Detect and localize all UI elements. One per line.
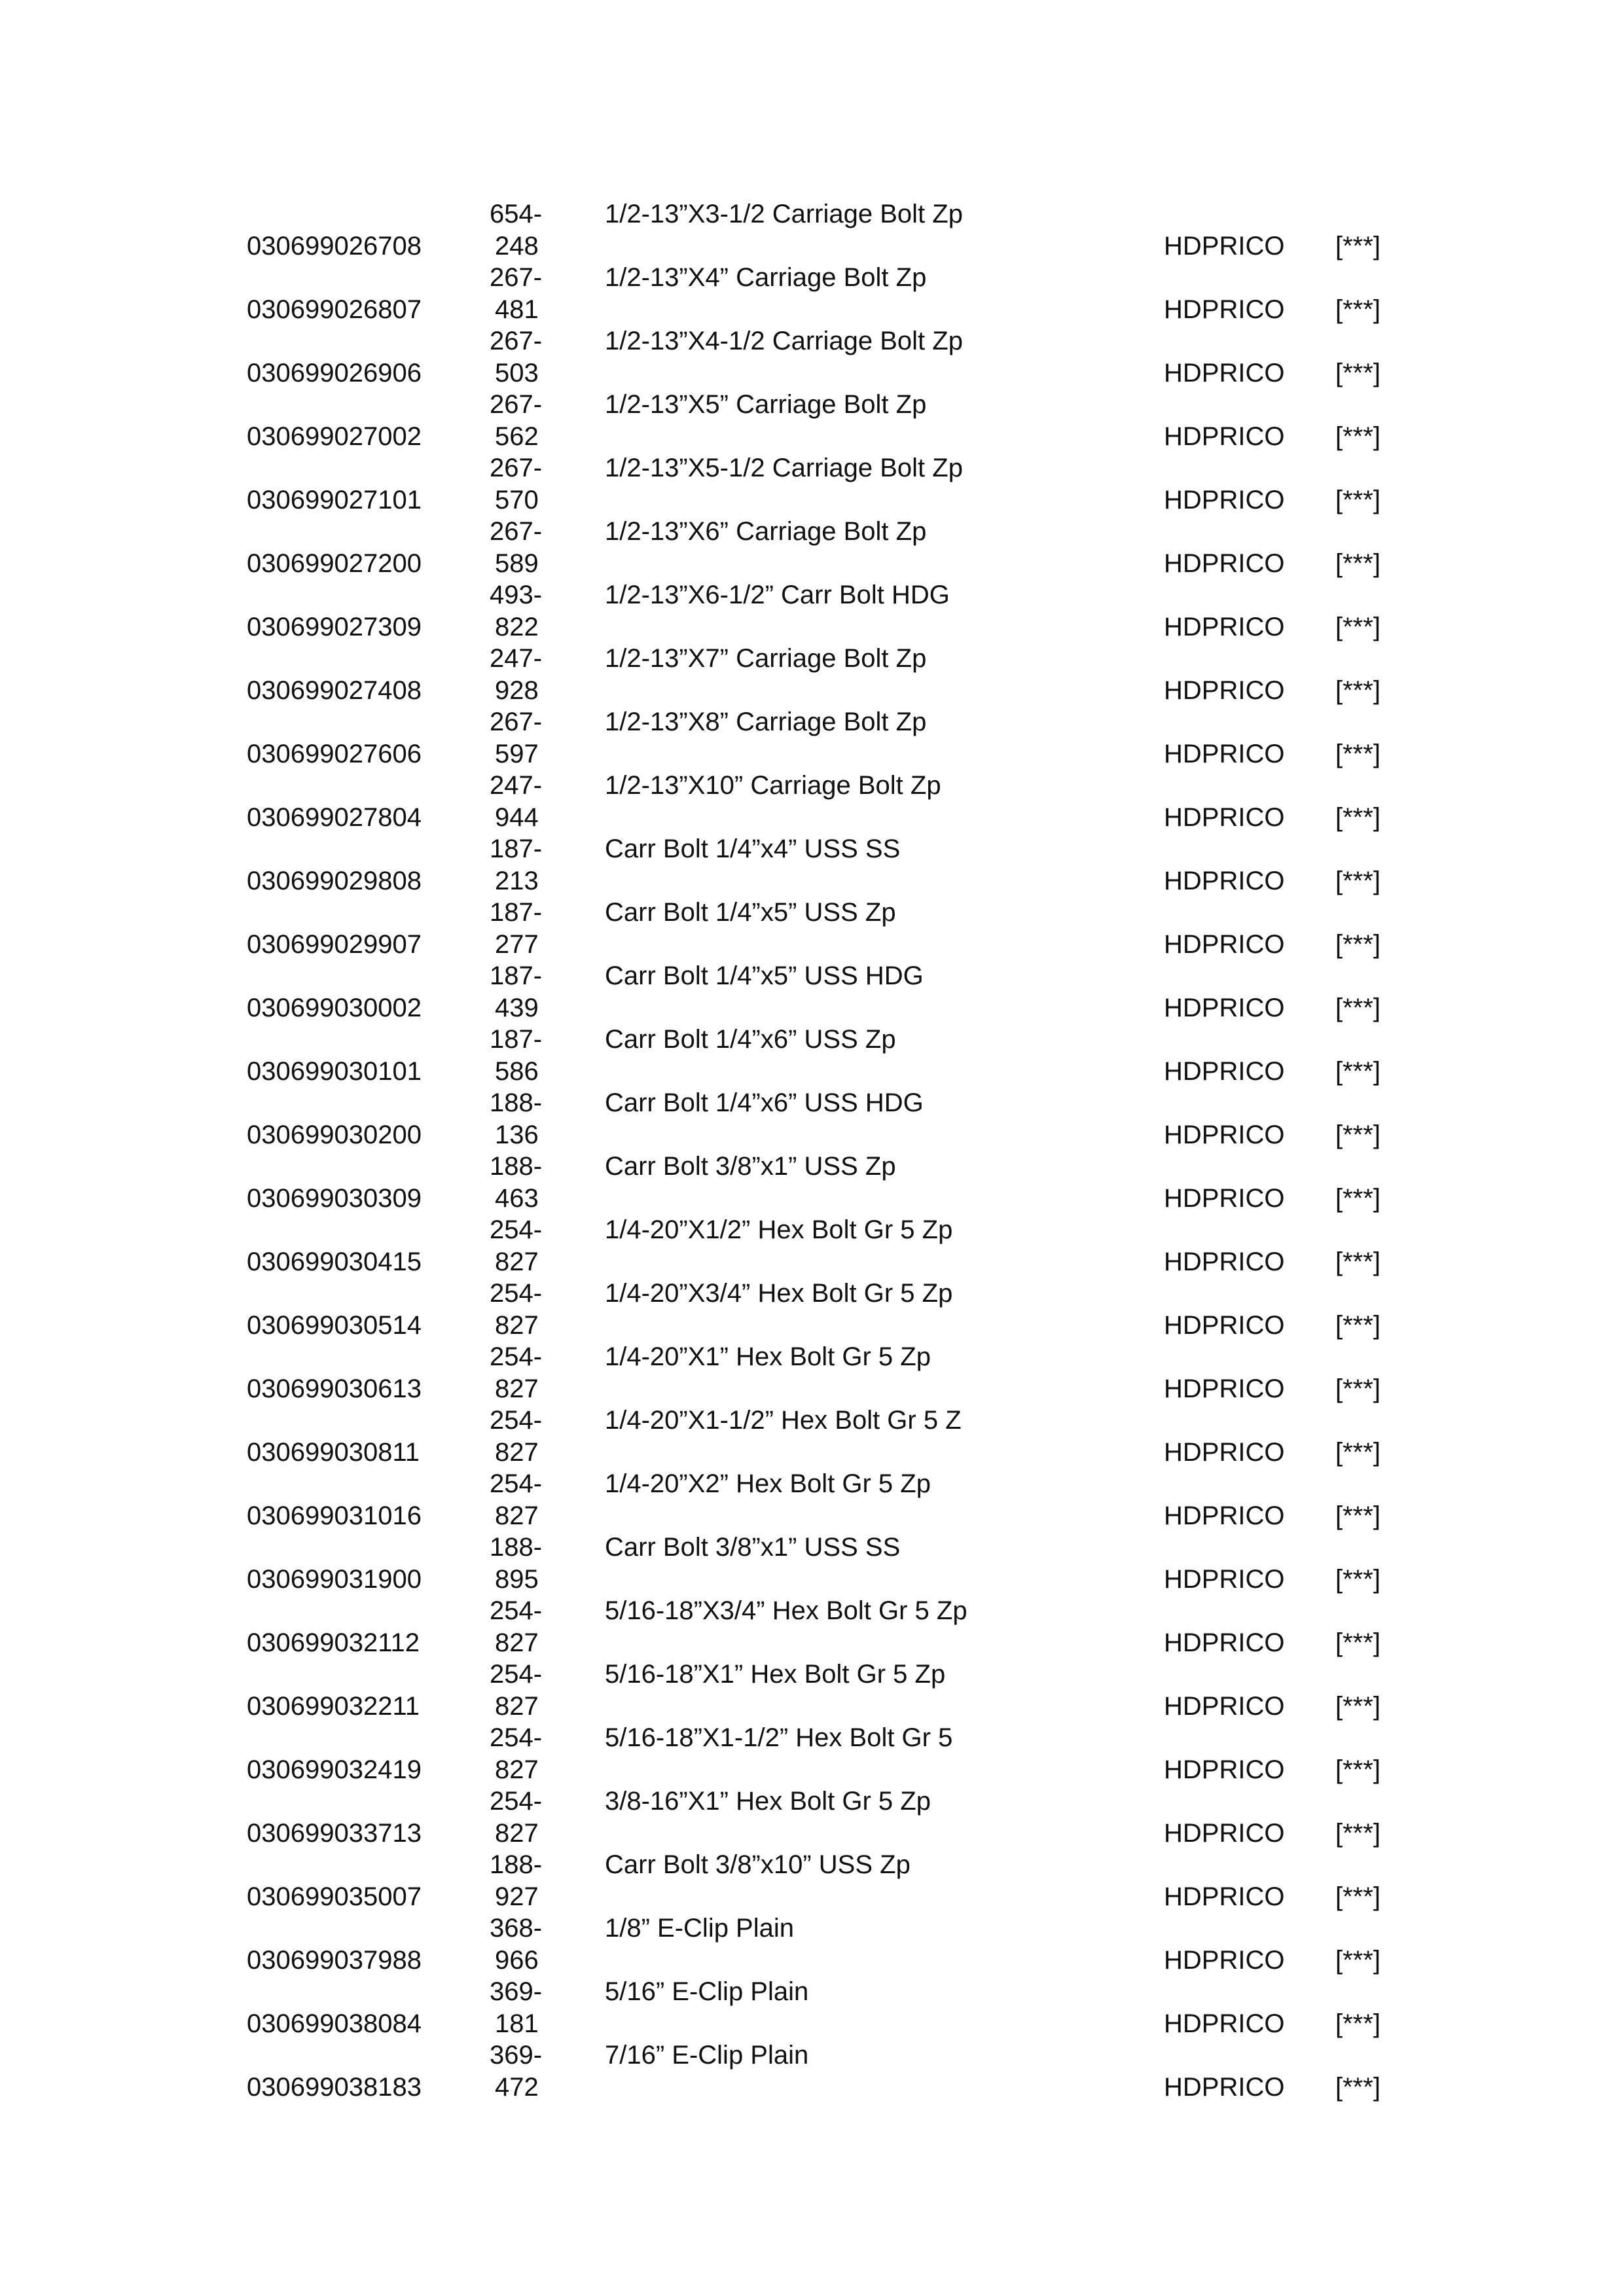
price-cell: [***] [1335, 549, 1380, 578]
sku-prefix-cell: 187- [490, 961, 543, 990]
table-row [0, 1214, 1624, 1278]
table-row [0, 1722, 1624, 1785]
description-cell: 3/8-16”X1” Hex Bolt Gr 5 Zp [605, 1787, 931, 1816]
upc-cell: 030699026906 [247, 359, 422, 387]
sku-prefix-cell: 247- [490, 644, 543, 673]
sku-prefix-cell: 254- [490, 1596, 543, 1625]
sku-suffix-cell: 136 [495, 1121, 539, 1149]
upc-cell: 030699030309 [247, 1184, 422, 1213]
table-row [0, 1024, 1624, 1087]
price-cell: [***] [1335, 1692, 1380, 1721]
sku-suffix-cell: 277 [495, 930, 539, 959]
sku-prefix-cell: 254- [490, 1406, 543, 1435]
sku-prefix-cell: 267- [490, 708, 543, 736]
table-row [0, 198, 1624, 262]
description-cell: Carr Bolt 1/4”x4” USS SS [605, 834, 901, 863]
price-cell: [***] [1335, 1565, 1380, 1594]
table-row [0, 1532, 1624, 1595]
table-row [0, 1341, 1624, 1405]
table-row [0, 1659, 1624, 1722]
sku-suffix-cell: 472 [495, 2073, 539, 2102]
description-cell: Carr Bolt 3/8”x1” USS Zp [605, 1152, 896, 1181]
vendor-code-cell: HDPRICO [1164, 867, 1285, 895]
vendor-code-cell: HDPRICO [1164, 1692, 1285, 1721]
description-cell: 5/16-18”X3/4” Hex Bolt Gr 5 Zp [605, 1596, 967, 1625]
sku-prefix-cell: 267- [490, 390, 543, 419]
vendor-code-cell: HDPRICO [1164, 930, 1285, 959]
description-cell: Carr Bolt 1/4”x6” USS Zp [605, 1025, 896, 1054]
sku-prefix-cell: 254- [490, 1215, 543, 1244]
vendor-code-cell: HDPRICO [1164, 1946, 1285, 1975]
table-row [0, 2039, 1624, 2103]
sku-suffix-cell: 248 [495, 232, 539, 260]
table-row [0, 960, 1624, 1024]
table-row [0, 579, 1624, 643]
price-cell: [***] [1335, 676, 1380, 705]
vendor-code-cell: HDPRICO [1164, 1819, 1285, 1848]
vendor-code-cell: HDPRICO [1164, 1184, 1285, 1213]
price-cell: [***] [1335, 867, 1380, 895]
sku-suffix-cell: 827 [495, 1247, 539, 1276]
description-cell: 1/2-13”X4-1/2 Carriage Bolt Zp [605, 327, 963, 355]
upc-cell: 030699030613 [247, 1374, 422, 1403]
sku-suffix-cell: 822 [495, 613, 539, 641]
upc-cell: 030699030415 [247, 1247, 422, 1276]
description-cell: 5/16-18”X1” Hex Bolt Gr 5 Zp [605, 1660, 946, 1689]
table-row [0, 1976, 1624, 2039]
sku-prefix-cell: 369- [490, 1977, 543, 2006]
sku-suffix-cell: 927 [495, 1882, 539, 1911]
description-cell: 1/2-13”X4” Carriage Bolt Zp [605, 263, 927, 292]
vendor-code-cell: HDPRICO [1164, 2073, 1285, 2102]
table-row [0, 1849, 1624, 1912]
sku-suffix-cell: 481 [495, 295, 539, 324]
description-cell: 7/16” E-Clip Plain [605, 2041, 809, 2070]
vendor-code-cell: HDPRICO [1164, 613, 1285, 641]
sku-suffix-cell: 570 [495, 486, 539, 514]
sku-prefix-cell: 188- [490, 1850, 543, 1879]
sku-prefix-cell: 368- [490, 1914, 543, 1943]
sku-suffix-cell: 827 [495, 1374, 539, 1403]
sku-prefix-cell: 187- [490, 834, 543, 863]
sku-prefix-cell: 254- [490, 1660, 543, 1689]
sku-prefix-cell: 493- [490, 581, 543, 609]
price-cell: [***] [1335, 486, 1380, 514]
sku-prefix-cell: 254- [490, 1469, 543, 1498]
upc-cell: 030699038183 [247, 2073, 422, 2102]
upc-cell: 030699032112 [247, 1628, 420, 1657]
table-row [0, 833, 1624, 897]
sku-suffix-cell: 827 [495, 1628, 539, 1657]
table-row [0, 389, 1624, 452]
upc-cell: 030699033713 [247, 1819, 422, 1848]
sku-prefix-cell: 188- [490, 1088, 543, 1117]
sku-prefix-cell: 187- [490, 1025, 543, 1054]
price-cell: [***] [1335, 1057, 1380, 1086]
vendor-code-cell: HDPRICO [1164, 1247, 1285, 1276]
upc-cell: 030699030514 [247, 1311, 422, 1340]
upc-cell: 030699027002 [247, 422, 422, 451]
vendor-code-cell: HDPRICO [1164, 359, 1285, 387]
table-row [0, 1468, 1624, 1532]
description-cell: Carr Bolt 1/4”x6” USS HDG [605, 1088, 924, 1117]
upc-cell: 030699027804 [247, 803, 422, 832]
price-cell: [***] [1335, 803, 1380, 832]
description-cell: Carr Bolt 1/4”x5” USS Zp [605, 898, 896, 927]
table-row [0, 452, 1624, 516]
sku-suffix-cell: 589 [495, 549, 539, 578]
upc-cell: 030699029907 [247, 930, 422, 959]
sku-prefix-cell: 267- [490, 517, 543, 546]
vendor-code-cell: HDPRICO [1164, 676, 1285, 705]
table-row [0, 1405, 1624, 1468]
sku-prefix-cell: 254- [490, 1723, 543, 1752]
price-cell: [***] [1335, 994, 1380, 1022]
table-row [0, 770, 1624, 833]
sku-prefix-cell: 187- [490, 898, 543, 927]
table-row [0, 1785, 1624, 1849]
vendor-code-cell: HDPRICO [1164, 1882, 1285, 1911]
vendor-code-cell: HDPRICO [1164, 2009, 1285, 2038]
price-cell: [***] [1335, 1946, 1380, 1975]
description-cell: 1/4-20”X3/4” Hex Bolt Gr 5 Zp [605, 1279, 953, 1308]
vendor-code-cell: HDPRICO [1164, 422, 1285, 451]
vendor-code-cell: HDPRICO [1164, 1121, 1285, 1149]
sku-suffix-cell: 827 [495, 1311, 539, 1340]
table-row [0, 325, 1624, 389]
sku-prefix-cell: 254- [490, 1342, 543, 1371]
upc-cell: 030699027606 [247, 740, 422, 768]
description-cell: 1/4-20”X1” Hex Bolt Gr 5 Zp [605, 1342, 931, 1371]
description-cell: 5/16-18”X1-1/2” Hex Bolt Gr 5 [605, 1723, 953, 1752]
sku-suffix-cell: 439 [495, 994, 539, 1022]
sku-prefix-cell: 369- [490, 2041, 543, 2070]
upc-cell: 030699027200 [247, 549, 422, 578]
sku-prefix-cell: 254- [490, 1787, 543, 1816]
price-cell: [***] [1335, 1438, 1380, 1467]
upc-cell: 030699031016 [247, 1501, 422, 1530]
vendor-code-cell: HDPRICO [1164, 549, 1285, 578]
vendor-code-cell: HDPRICO [1164, 1628, 1285, 1657]
price-cell: [***] [1335, 613, 1380, 641]
vendor-code-cell: HDPRICO [1164, 232, 1285, 260]
price-cell: [***] [1335, 422, 1380, 451]
description-cell: 1/2-13”X6” Carriage Bolt Zp [605, 517, 927, 546]
price-cell: [***] [1335, 1374, 1380, 1403]
description-cell: 1/4-20”X1-1/2” Hex Bolt Gr 5 Z [605, 1406, 962, 1435]
sku-prefix-cell: 267- [490, 263, 543, 292]
table-row [0, 1595, 1624, 1659]
sku-suffix-cell: 827 [495, 1819, 539, 1848]
sku-suffix-cell: 586 [495, 1057, 539, 1086]
price-cell: [***] [1335, 1819, 1380, 1848]
sku-suffix-cell: 827 [495, 1692, 539, 1721]
upc-cell: 030699027309 [247, 613, 422, 641]
upc-cell: 030699032419 [247, 1755, 422, 1784]
sku-prefix-cell: 267- [490, 454, 543, 482]
description-cell: 5/16” E-Clip Plain [605, 1977, 809, 2006]
upc-cell: 030699030101 [247, 1057, 422, 1086]
price-cell: [***] [1335, 1882, 1380, 1911]
description-cell: Carr Bolt 1/4”x5” USS HDG [605, 961, 924, 990]
upc-cell: 030699030002 [247, 994, 422, 1022]
table-row [0, 897, 1624, 960]
upc-cell: 030699026708 [247, 232, 422, 260]
upc-cell: 030699030200 [247, 1121, 422, 1149]
description-cell: 1/2-13”X6-1/2” Carr Bolt HDG [605, 581, 950, 609]
description-cell: 1/2-13”X8” Carriage Bolt Zp [605, 708, 927, 736]
vendor-code-cell: HDPRICO [1164, 1374, 1285, 1403]
vendor-code-cell: HDPRICO [1164, 803, 1285, 832]
sku-prefix-cell: 267- [490, 327, 543, 355]
price-cell: [***] [1335, 295, 1380, 324]
sku-suffix-cell: 895 [495, 1565, 539, 1594]
vendor-code-cell: HDPRICO [1164, 1565, 1285, 1594]
price-cell: [***] [1335, 1628, 1380, 1657]
upc-cell: 030699031900 [247, 1565, 422, 1594]
vendor-code-cell: HDPRICO [1164, 486, 1285, 514]
sku-suffix-cell: 966 [495, 1946, 539, 1975]
price-cell: [***] [1335, 1184, 1380, 1213]
price-cell: [***] [1335, 2009, 1380, 2038]
sku-suffix-cell: 827 [495, 1438, 539, 1467]
vendor-code-cell: HDPRICO [1164, 1311, 1285, 1340]
sku-prefix-cell: 188- [490, 1533, 543, 1562]
table-row [0, 1912, 1624, 1976]
description-cell: 1/2-13”X7” Carriage Bolt Zp [605, 644, 927, 673]
table-row [0, 262, 1624, 325]
upc-cell: 030699030811 [247, 1438, 420, 1467]
description-cell: 1/2-13”X5-1/2 Carriage Bolt Zp [605, 454, 963, 482]
price-cell: [***] [1335, 1501, 1380, 1530]
upc-cell: 030699027408 [247, 676, 422, 705]
sku-suffix-cell: 181 [495, 2009, 539, 2038]
description-cell: 1/2-13”X5” Carriage Bolt Zp [605, 390, 927, 419]
vendor-code-cell: HDPRICO [1164, 740, 1285, 768]
sku-prefix-cell: 254- [490, 1279, 543, 1308]
sku-suffix-cell: 928 [495, 676, 539, 705]
upc-cell: 030699027101 [247, 486, 422, 514]
sku-prefix-cell: 188- [490, 1152, 543, 1181]
price-cell: [***] [1335, 2073, 1380, 2102]
price-cell: [***] [1335, 1247, 1380, 1276]
price-cell: [***] [1335, 359, 1380, 387]
vendor-code-cell: HDPRICO [1164, 1057, 1285, 1086]
sku-suffix-cell: 597 [495, 740, 539, 768]
description-cell: 1/8” E-Clip Plain [605, 1914, 795, 1943]
vendor-code-cell: HDPRICO [1164, 1501, 1285, 1530]
vendor-code-cell: HDPRICO [1164, 295, 1285, 324]
table-row [0, 1151, 1624, 1214]
upc-cell: 030699038084 [247, 2009, 422, 2038]
description-cell: 1/4-20”X2” Hex Bolt Gr 5 Zp [605, 1469, 931, 1498]
price-cell: [***] [1335, 1311, 1380, 1340]
upc-cell: 030699026807 [247, 295, 422, 324]
sku-prefix-cell: 247- [490, 771, 543, 800]
sku-suffix-cell: 827 [495, 1501, 539, 1530]
upc-cell: 030699037988 [247, 1946, 422, 1975]
description-cell: Carr Bolt 3/8”x10” USS Zp [605, 1850, 911, 1879]
vendor-code-cell: HDPRICO [1164, 1438, 1285, 1467]
price-cell: [***] [1335, 232, 1380, 260]
sku-suffix-cell: 827 [495, 1755, 539, 1784]
vendor-code-cell: HDPRICO [1164, 1755, 1285, 1784]
sku-suffix-cell: 503 [495, 359, 539, 387]
upc-cell: 030699035007 [247, 1882, 422, 1911]
price-cell: [***] [1335, 930, 1380, 959]
table-row [0, 1278, 1624, 1341]
description-cell: 1/4-20”X1/2” Hex Bolt Gr 5 Zp [605, 1215, 953, 1244]
sku-prefix-cell: 654- [490, 200, 543, 228]
vendor-code-cell: HDPRICO [1164, 994, 1285, 1022]
sku-suffix-cell: 562 [495, 422, 539, 451]
price-cell: [***] [1335, 1121, 1380, 1149]
table-row [0, 516, 1624, 579]
upc-cell: 030699029808 [247, 867, 422, 895]
description-cell: 1/2-13”X10” Carriage Bolt Zp [605, 771, 941, 800]
upc-cell: 030699032211 [247, 1692, 420, 1721]
table-row [0, 643, 1624, 706]
table-row [0, 1087, 1624, 1151]
description-cell: Carr Bolt 3/8”x1” USS SS [605, 1533, 901, 1562]
sku-suffix-cell: 463 [495, 1184, 539, 1213]
price-cell: [***] [1335, 740, 1380, 768]
price-cell: [***] [1335, 1755, 1380, 1784]
description-cell: 1/2-13”X3-1/2 Carriage Bolt Zp [605, 200, 963, 228]
table-row [0, 706, 1624, 770]
sku-suffix-cell: 213 [495, 867, 539, 895]
sku-suffix-cell: 944 [495, 803, 539, 832]
